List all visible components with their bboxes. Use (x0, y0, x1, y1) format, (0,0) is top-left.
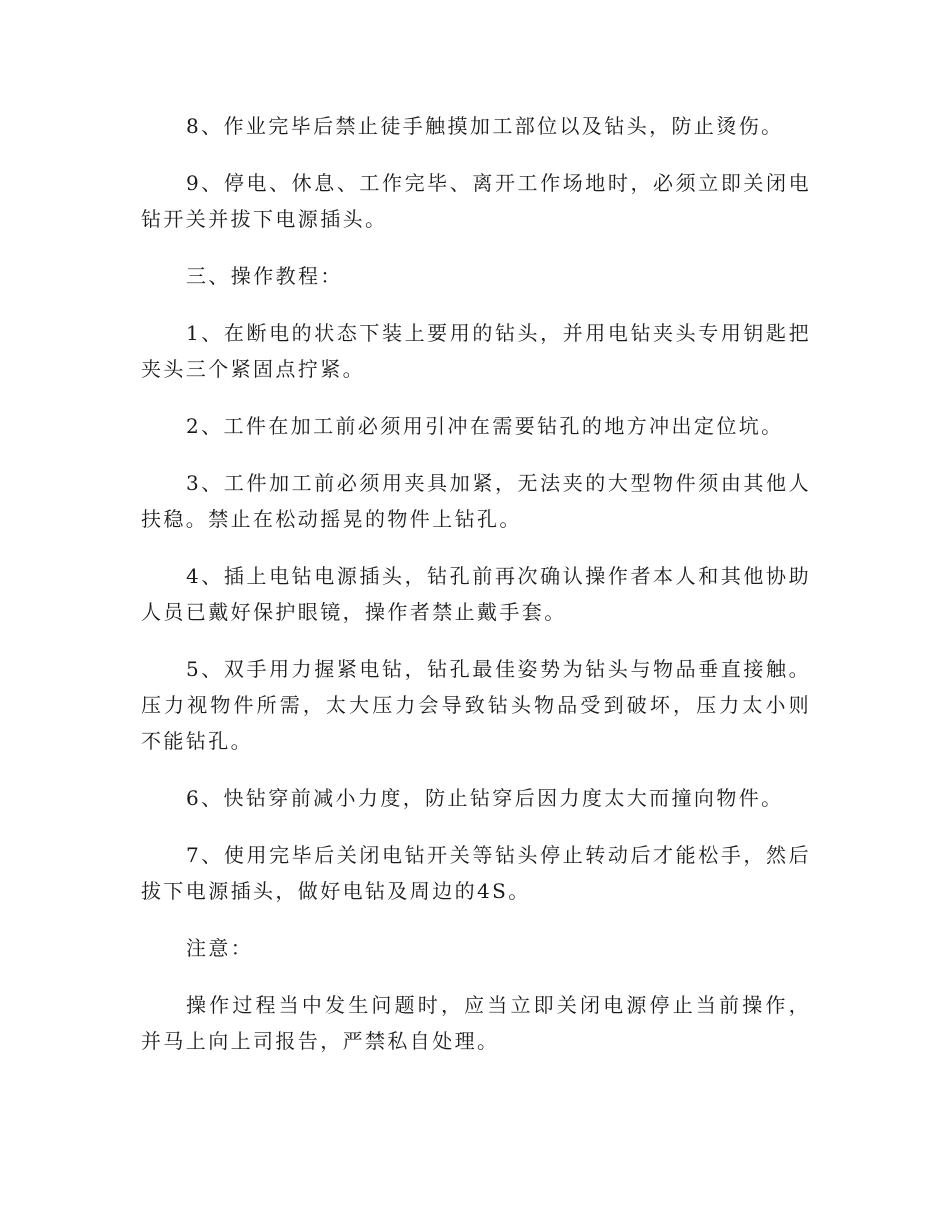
note-heading: 注意： (186, 936, 254, 960)
paragraph-item-9: 9、停电、休息、工作完毕、离开工作场地时，必须立即关闭电钻开关并拔下电源插头。 (141, 171, 811, 231)
section-heading-operation: 三、操作教程： (186, 264, 343, 288)
paragraph-step-3: 3、工件加工前必须用夹具加紧，无法夹的大型物件须由其他人扶稳。禁止在松动摇晃的物件上钻孔。 (141, 471, 811, 531)
paragraph-step-5: 5、双手用力握紧电钻，钻孔最佳姿势为钻头与物品垂直接触。压力视物件所需，太大压力会导致钻头物品受到破坏，压力太小则不能钻孔。 (141, 657, 811, 753)
paragraph-step-1: 1、在断电的状态下装上要用的钻头，并用电钻夹头专用钥匙把夹头三个紧固点拧紧。 (141, 321, 811, 381)
paragraph-step-2: 2、工件在加工前必须用引冲在需要钻孔的地方冲出定位坑。 (186, 414, 784, 438)
paragraph-step-6: 6、快钻穿前减小力度，防止钻穿后因力度太大而撞向物件。 (186, 786, 784, 810)
note-text: 操作过程当中发生问题时，应当立即关闭电源停止当前操作，并马上向上司报告，严禁私自处理。 (141, 993, 811, 1053)
paragraph-item-8: 8、作业完毕后禁止徒手触摸加工部位以及钻头，防止烫伤。 (186, 114, 784, 138)
document-body (141, 108, 811, 1080)
paragraph-step-4: 4、插上电钻电源插头，钻孔前再次确认操作者本人和其他协助人员已戴好保护眼镜，操作者禁止戴手套。 (141, 564, 811, 624)
paragraph-step-7: 7、使用完毕后关闭电钻开关等钻头停止转动后才能松手，然后拔下电源插头，做好电钻及周边的4S。 (141, 843, 811, 903)
